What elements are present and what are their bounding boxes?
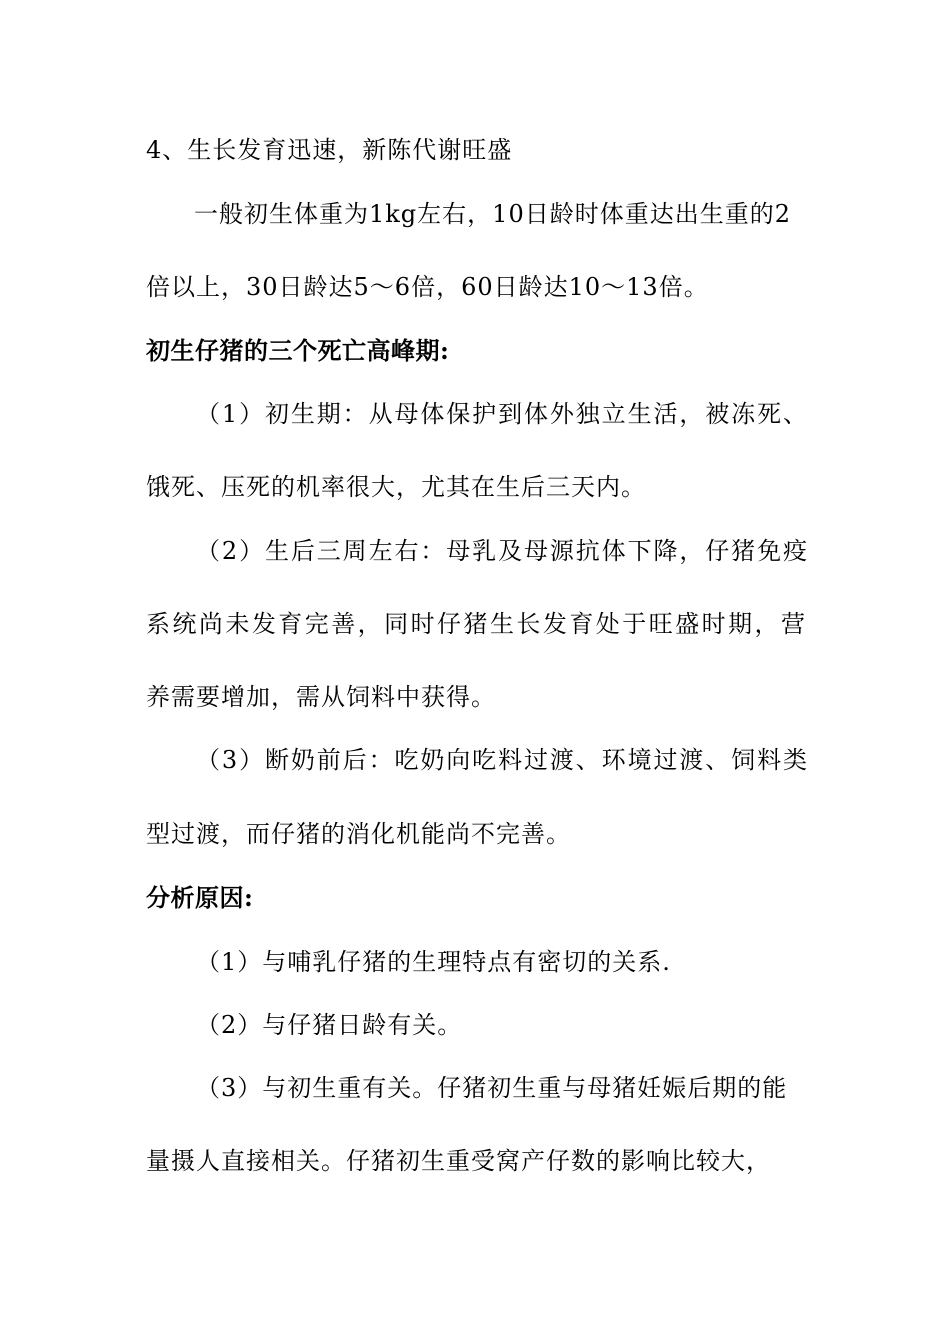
- section-4-title: 4、生长发育迅速，新陈代谢旺盛: [146, 136, 513, 164]
- cause-3-line-1: （3）与初生重有关。仔猪初生重与母猪妊娠后期的能: [196, 1074, 788, 1102]
- peak-3-line-2: 型过渡，而仔猪的消化机能尚不完善。: [146, 820, 571, 848]
- section-4-paragraph-line-1: 一般初生体重为1kg左右，10日龄时体重达出生重的2: [194, 200, 791, 228]
- peak-3-line-1: （3）断奶前后：吃奶向吃料过渡、环境过渡、饲料类: [196, 746, 808, 774]
- cause-1: （1）与哺乳仔猪的生理特点有密切的关系.: [196, 948, 671, 976]
- cause-2: （2）与仔猪日龄有关。: [196, 1011, 463, 1039]
- section-4-paragraph-line-2: 倍以上，30日龄达5～6倍，60日龄达10～13倍。: [146, 273, 709, 301]
- peak-1-line-2: 饿死、压死的机率很大，尤其在生后三天内。: [146, 473, 646, 501]
- peak-2-line-1: （2）生后三周左右：母乳及母源抗体下降，仔猪免疫: [196, 537, 808, 565]
- mortality-peaks-heading: 初生仔猪的三个死亡高峰期:: [146, 336, 450, 365]
- peak-1-line-1: （1）初生期：从母体保护到体外独立生活，被冻死、: [196, 400, 808, 428]
- peak-2-line-3: 养需要增加，需从饲料中获得。: [146, 683, 496, 711]
- analysis-causes-heading: 分析原因:: [146, 883, 254, 912]
- cause-3-line-2: 量摄人直接相关。仔猪初生重受窝产仔数的影响比较大，: [146, 1147, 771, 1175]
- peak-2-line-2: 系统尚未发育完善，同时仔猪生长发育处于旺盛时期，营: [146, 610, 806, 638]
